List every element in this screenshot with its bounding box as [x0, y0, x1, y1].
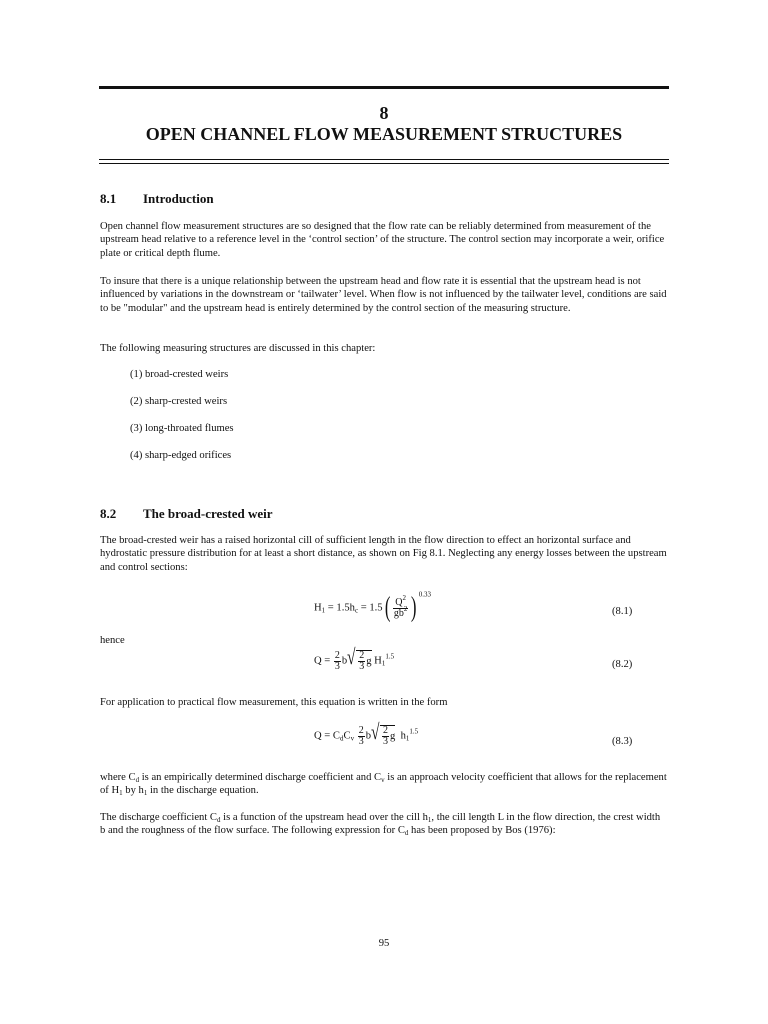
hence-text: hence: [100, 635, 125, 646]
equation-8-1: $H_1 = 1.5h_c = 1.5$( $\frac{Q^2}{gb^2}$ ) $^{0.33}$: [314, 590, 431, 623]
top-rule: [99, 86, 669, 89]
section-number: 8.2: [100, 506, 117, 521]
list-item: (1) broad-crested weirs: [130, 369, 229, 380]
equation-label: (8.3): [612, 736, 633, 747]
section-heading-8-1: [100, 191, 214, 207]
list-item: (4) sharp-edged orifices: [130, 450, 232, 461]
equation-label: (8.1): [612, 606, 633, 617]
equation-8-2: Q = $\frac{2}{3}$ b √ $\frac{2}{3}$ g $H_1^{1.5}$: [314, 644, 395, 672]
weir-paragraph-1: The broad-crested weir has a raised horizontal cill of sufficient length in the flow direction to effect an horizontal surface and hydrostatic pressure distribution for at least a short distance, as shown on Fig 8.1. Neglecting any energy losses between the upstream and control sections:: [100, 535, 667, 573]
intro-paragraph-1: Open channel flow measurement structures are so designed that the flow rate can be reliably determined from measurement of the upstream head relative to a reference level in the ‘control section’ of the structure. The control section may incorporate a weir, orifice plate or critical depth flume.: [100, 221, 665, 259]
chapter-number: 8: [379, 103, 389, 123]
list-item: (2) sharp-crested weirs: [130, 396, 228, 407]
title-rule-lower: [99, 163, 669, 164]
intro-paragraph-3: The following measuring structures are discussed in this chapter:: [100, 343, 376, 354]
page-number: 95: [378, 938, 390, 949]
form-paragraph: For application to practical flow measurement, this equation is written in the form: [100, 697, 448, 708]
coefficient-paragraph: The discharge coefficient $C_d$ is a function of the upstream head over the cill $h_1$, the cill length L in the flow direction, the crest width b and the roughness of the flow surface. The following expression for $C_d$ has been proposed by Bos (1976):: [100, 812, 661, 838]
title-rule-upper: [99, 159, 669, 160]
intro-paragraph-2: To insure that there is a unique relationship between the upstream head and flow rate it is essential that the upstream head is not influenced by variations in the downstream or ‘tailwater’ level. When flow is not influenced by the tailwater level, conditions are said to be "modular" and the upstream head is entirely determined by the control section of the measuring structure.: [100, 276, 667, 314]
section-title: Introduction: [143, 191, 214, 206]
section-number: 8.1: [100, 191, 117, 206]
list-item: (3) long-throated flumes: [130, 423, 234, 434]
section-title: The broad-crested weir: [143, 506, 273, 521]
section-heading-8-2: [100, 506, 273, 522]
chapter-title: OPEN CHANNEL FLOW MEASUREMENT STRUCTURES: [145, 124, 623, 144]
where-paragraph: where $C_d$ is an empirically determined discharge coefficient and $C_v$ is an approach velocity coefficient that allows for the replacement of $H_1$ by $h_1$ in the discharge equation.: [100, 772, 667, 798]
equation-8-3: $Q = C_dC_v$ $\frac{2}{3}$ b √ $\frac{2}{3}$ g $h_1^{1.5}$: [314, 719, 419, 747]
equation-label: (8.2): [612, 659, 633, 670]
